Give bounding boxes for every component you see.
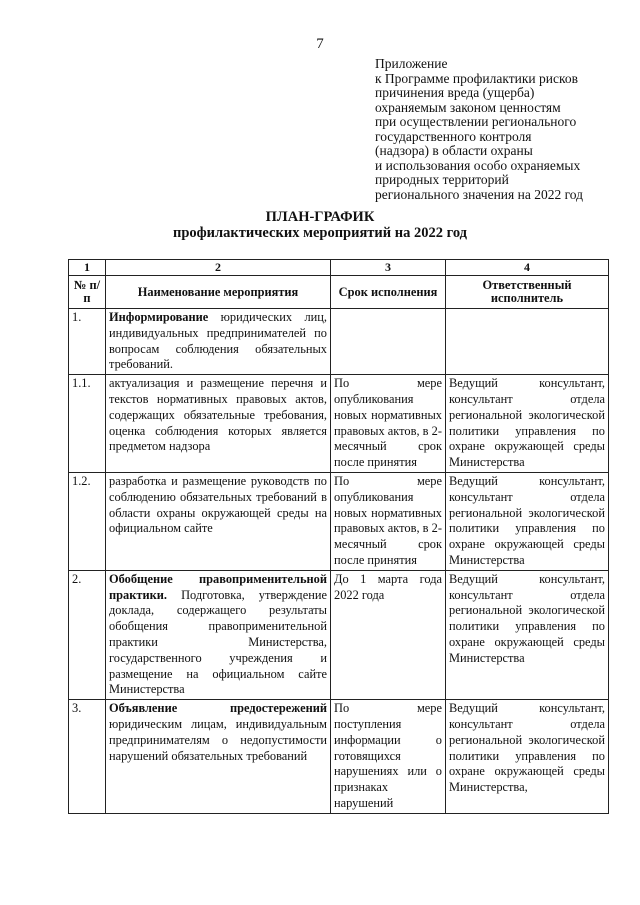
column-number: 4 bbox=[446, 260, 609, 276]
row-responsible: Ведущий консультант, консультант отдела региональной экологической политики управления по охране окружающей среды Министерства, bbox=[446, 700, 609, 814]
row-activity bbox=[106, 375, 331, 473]
appendix-line: причинения вреда (ущерба) bbox=[375, 85, 535, 100]
document-title bbox=[0, 209, 640, 241]
appendix-block bbox=[375, 57, 635, 202]
row-activity-text: Подготовка, утверждение доклада, содержащего результаты обобщения правоприменительной практики Министерства, государственного учреждения и размещение на официальном сайте Министерства bbox=[109, 587, 327, 697]
appendix-line: при осуществлении регионального bbox=[375, 114, 577, 129]
row-activity bbox=[106, 570, 331, 699]
row-activity-bold: Информирование bbox=[109, 310, 209, 324]
row-activity-text: актуализация и размещение перечня и текстов нормативных правовых актов, содержащих обязательные требования, оценка соблюдения которых является предметом надзора bbox=[109, 376, 327, 454]
column-number: 3 bbox=[331, 260, 446, 276]
row-term: До 1 марта года 2022 года bbox=[331, 570, 446, 699]
table-row bbox=[69, 309, 609, 375]
row-responsible: Ведущий консультант, консультант отдела региональной экологической политики управления по охране окружающей среды Министерства bbox=[446, 472, 609, 570]
table-row bbox=[69, 375, 609, 473]
row-activity bbox=[106, 700, 331, 814]
appendix-line: Приложение bbox=[375, 56, 448, 71]
row-number: 2. bbox=[69, 570, 106, 699]
row-number: 1.2. bbox=[69, 472, 106, 570]
row-responsible bbox=[446, 309, 609, 375]
table-row bbox=[69, 570, 609, 699]
row-number: 1. bbox=[69, 309, 106, 375]
row-activity-text: разработка и размещение руководств по соблюдению обязательных требований в области охраны окружающей среды на официальном сайте bbox=[109, 473, 327, 536]
row-term: По мере поступления информации о готовящихся нарушениях или о признаках нарушений bbox=[331, 700, 446, 814]
header-row bbox=[69, 276, 609, 309]
appendix-line: регионального значения на 2022 год bbox=[375, 186, 584, 202]
column-number: 1 bbox=[69, 260, 106, 276]
row-term bbox=[331, 309, 446, 375]
plan-table bbox=[68, 259, 609, 814]
appendix-line: к Программе профилактики рисков bbox=[375, 70, 578, 86]
title-line-2: профилактических мероприятий на 2022 год bbox=[172, 225, 468, 241]
header-num: № п/п bbox=[69, 276, 106, 309]
row-responsible: Ведущий консультант, консультант отдела региональной экологической политики управления по охране окружающей среды Министерства bbox=[446, 570, 609, 699]
row-activity-bold: Объявление предостережений bbox=[109, 701, 327, 716]
table-row bbox=[69, 472, 609, 570]
header-responsible: Ответственный исполнитель bbox=[446, 276, 609, 309]
appendix-line: государственного контроля bbox=[375, 128, 532, 144]
row-activity-text: юридических лиц, индивидуальных предпринимателей по вопросам соблюдения обязательных требований. bbox=[109, 310, 327, 372]
table-row bbox=[69, 700, 609, 814]
column-number-row bbox=[69, 260, 609, 276]
column-number: 2 bbox=[106, 260, 331, 276]
row-activity-bold: Обобщение правоприменительной практики. bbox=[109, 571, 327, 602]
row-number: 3. bbox=[69, 700, 106, 814]
row-term: По мере опубликования новых нормативных правовых актов, в 2-месячный срок после принятия bbox=[331, 472, 446, 570]
title-line-1: ПЛАН-ГРАФИК bbox=[265, 209, 375, 225]
row-activity bbox=[106, 472, 331, 570]
appendix-line: охраняемым законом ценностям bbox=[375, 99, 561, 115]
page-number: 7 bbox=[316, 36, 324, 52]
row-responsible: Ведущий консультант, консультант отдела региональной экологической политики управления по охране окружающей среды Министерства bbox=[446, 375, 609, 473]
appendix-line: (надзора) в области охраны bbox=[375, 143, 533, 158]
header-term: Срок исполнения bbox=[331, 276, 446, 309]
row-activity-text: юридическим лицам, индивидуальным предпринимателям о недопустимости нарушений обязательных требований bbox=[109, 716, 327, 763]
header-name: Наименование мероприятия bbox=[106, 276, 331, 309]
appendix-line: природных территорий bbox=[375, 172, 509, 187]
row-term: По мере опубликования новых нормативных правовых актов, в 2-месячный срок после принятия bbox=[331, 375, 446, 473]
row-activity bbox=[106, 309, 331, 375]
appendix-line: и использования особо охраняемых bbox=[375, 157, 581, 173]
row-number: 1.1. bbox=[69, 375, 106, 473]
